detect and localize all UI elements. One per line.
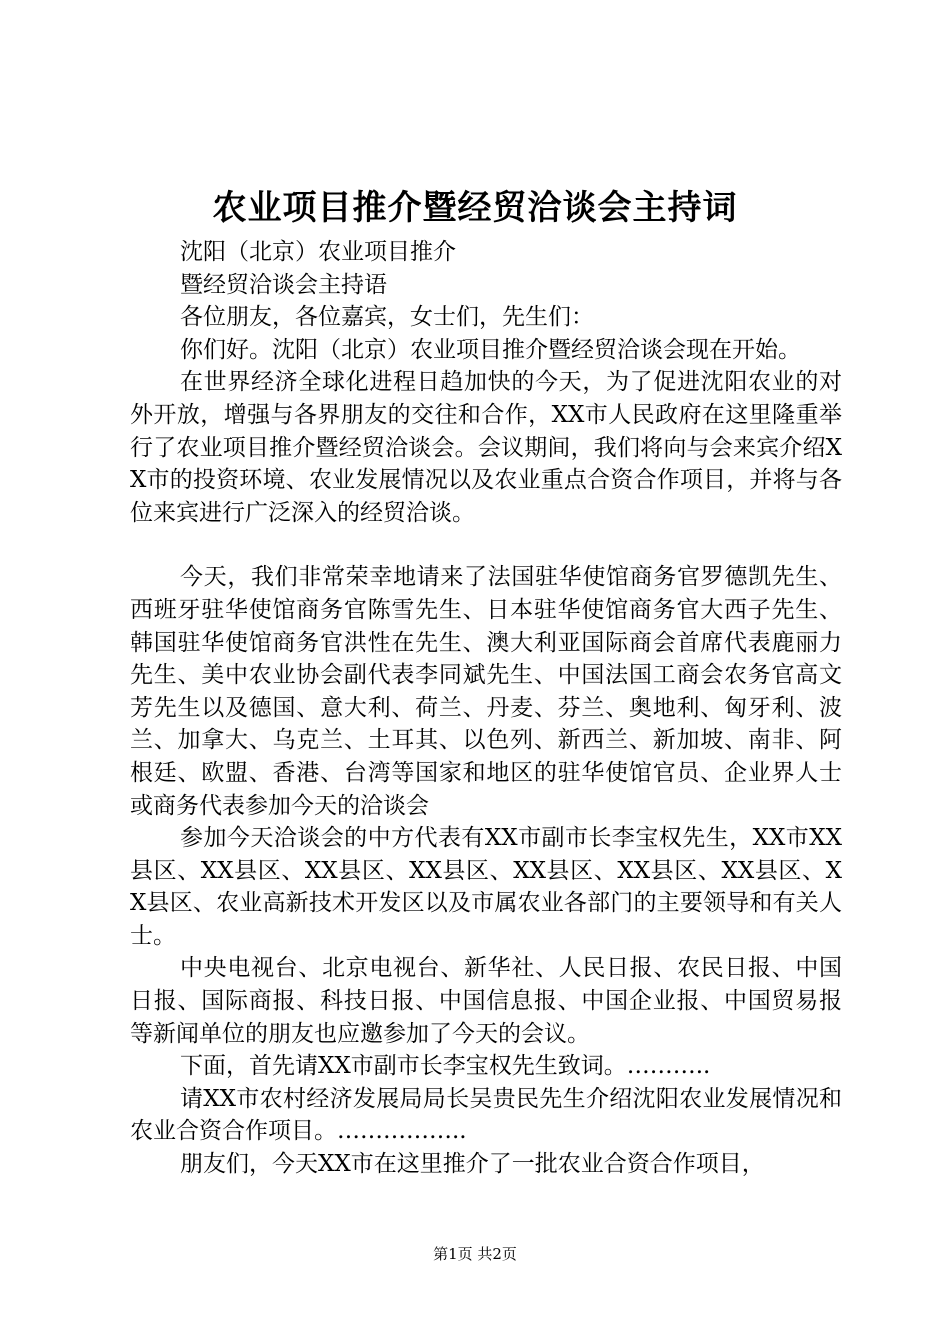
paragraph: 你们好。沈阳（北京）农业项目推介暨经贸洽谈会现在开始。	[180, 336, 801, 363]
page-footer: 第1页 共2页	[433, 1245, 517, 1263]
paragraph: 在世界经济全球化进程日趋加快的今天，为了促进沈阳农业的对外开放，增强与各界朋友的交往和合作，XX市人民政府在这里隆重举行了农业项目推介暨经贸洽谈会。会议期间，我们将向与会来宾介绍XX市的投资环境、农业发展情况以及农业重点合资合作项目，并将与各位来宾进行广泛深入的经贸洽谈。	[130, 369, 842, 526]
paragraph: 朋友们，今天XX市在这里推介了一批农业合资合作项目，	[180, 1151, 765, 1178]
paragraph: 暨经贸洽谈会主持语	[180, 271, 387, 298]
paragraph: 沈阳（北京）农业项目推介	[180, 239, 456, 265]
paragraph: 今天，我们非常荣幸地请来了法国驻华使馆商务官罗德凯先生、西班牙驻华使馆商务官陈雪先生、日本驻华使馆商务官大西子先生、韩国驻华使馆商务官洪性在先生、澳大利亚国际商会首席代表鹿丽力先生、美中农业协会副代表李同斌先生、中国法国工商会农务官高文芳先生以及德国、意大利、荷兰、丹麦、芬兰、奥地利、匈牙利、波兰、加拿大、乌克兰、土耳其、以色列、新西兰、新加坡、南非、阿根廷、欧盟、香港、台湾等国家和地区的驻华使馆官员、企业界人士或商务代表参加今天的洽谈会	[130, 564, 842, 819]
paragraph: 请XX市农村经济发展局局长吴贵民先生介绍沈阳农业发展情况和农业合资合作项目。……………..	[130, 1085, 842, 1145]
paragraph: 中央电视台、北京电视台、新华社、人民日报、农民日报、中国日报、国际商报、科技日报、中国信息报、中国企业报、中国贸易报等新闻单位的朋友也应邀参加了今天的会议。	[130, 955, 842, 1047]
document-body	[130, 236, 842, 1181]
paragraph: 各位朋友，各位嘉宾，女士们，先生们：	[180, 304, 594, 331]
paragraph: 下面，首先请XX市副市长李宝权先生致词。………..	[180, 1053, 711, 1080]
paragraph: 参加今天洽谈会的中方代表有XX市副市长李宝权先生，XX市XX县区、XX县区、XX县区、XX县区、XX县区、XX县区、XX县区、XX县区、农业高新技术开发区以及市属农业各部门的主要领导和有关人士。	[130, 825, 842, 949]
document-title: 农业项目推介暨经贸洽谈会主持词	[212, 188, 738, 228]
